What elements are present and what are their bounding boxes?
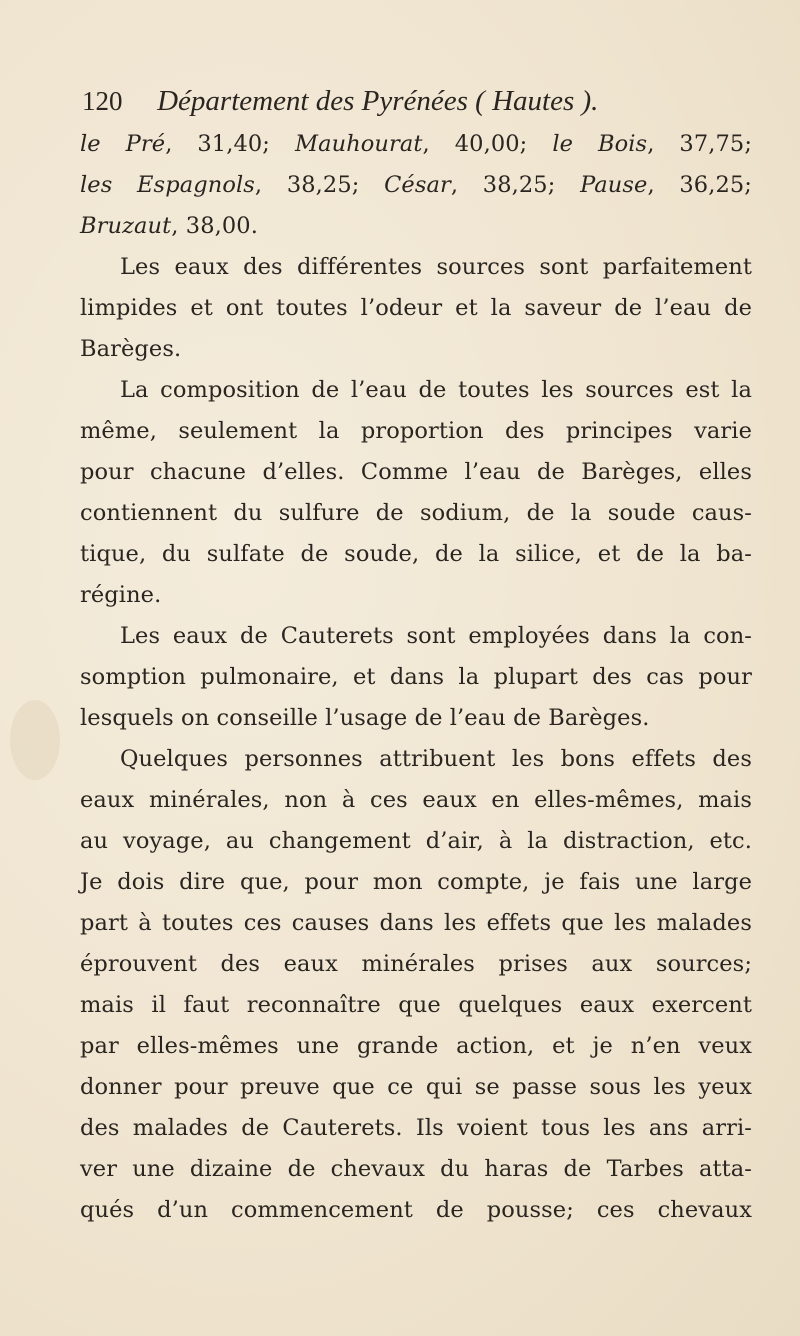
italic-segment: César (384, 172, 451, 198)
text-segment: , 31,40; (165, 131, 295, 157)
text-segment: Les eaux de Cauterets sont employées dans la con- (120, 623, 752, 649)
text-segment: , 36,25; (647, 172, 752, 198)
text-segment: qués d’un commencement de pousse; ces chevaux (80, 1197, 752, 1223)
text-segment: limpides et ont toutes l’odeur et la saveur de l’eau de (80, 295, 752, 321)
text-line (80, 1026, 752, 1067)
text-segment: des malades de Cauterets. Ils voient tous les ans arri- (80, 1115, 752, 1141)
text-segment: pour chacune d’elles. Comme l’eau de Barèges, elles (80, 459, 752, 485)
italic-segment: Pause (580, 172, 648, 198)
text-line (80, 657, 752, 698)
text-line (80, 288, 752, 329)
text-line (80, 1067, 752, 1108)
text-segment: , 37,75; (647, 131, 753, 157)
italic-segment: Mauhourat (294, 131, 423, 157)
text-line (80, 862, 752, 903)
text-segment: donner pour preuve que ce qui se passe sous les yeux (80, 1074, 752, 1100)
text-segment: , 40,00; (422, 131, 553, 157)
running-title: Département des Pyrénées ( Hautes ). (157, 85, 599, 117)
text-segment: tique, du sulfate de soude, de la silice, et de la ba- (80, 541, 752, 567)
italic-segment: Bruzaut (80, 213, 172, 239)
italic-segment: les Espagnols (80, 172, 255, 198)
text-line (80, 944, 752, 985)
text-segment: , 38,25; (450, 172, 581, 198)
text-segment: régine. (80, 582, 162, 608)
text-segment: La composition de l’eau de toutes les sources est la (120, 377, 752, 403)
text-line (80, 124, 752, 165)
text-line (80, 575, 752, 616)
text-line (80, 821, 752, 862)
text-line (80, 534, 752, 575)
text-line (80, 452, 752, 493)
paper-stain (10, 700, 60, 780)
text-line (80, 370, 752, 411)
text-segment: lesquels on conseille l’usage de l’eau de Barèges. (80, 705, 650, 731)
body-text (80, 124, 752, 1231)
text-segment: au voyage, au changement d’air, à la distraction, etc. (80, 828, 752, 854)
text-line (80, 247, 752, 288)
text-line (80, 1108, 752, 1149)
text-line (80, 411, 752, 452)
text-line (80, 493, 752, 534)
text-line (80, 985, 752, 1026)
text-line (80, 1149, 752, 1190)
text-segment: mais il faut reconnaître que quelques eaux exercent (80, 992, 752, 1018)
text-segment: eaux minérales, non à ces eaux en elles-mêmes, mais (80, 787, 752, 813)
text-segment: ver une dizaine de chevaux du haras de Tarbes atta- (80, 1156, 752, 1182)
text-segment: par elles-mêmes une grande action, et je n’en veux (80, 1033, 752, 1059)
text-line (80, 1190, 752, 1231)
text-line (80, 165, 752, 206)
text-line (80, 739, 752, 780)
running-header (82, 84, 722, 119)
text-segment: même, seulement la proportion des principes varie (80, 418, 752, 444)
text-line (80, 780, 752, 821)
text-line (80, 329, 752, 370)
text-segment: éprouvent des eaux minérales prises aux sources; (80, 951, 752, 977)
text-line (80, 616, 752, 657)
text-segment: Barèges. (80, 336, 182, 362)
text-segment: somption pulmonaire, et dans la plupart des cas pour (80, 664, 752, 690)
text-segment: Les eaux des différentes sources sont parfaitement (120, 254, 752, 280)
page-number: 120 (82, 86, 123, 116)
italic-segment: le Bois (552, 131, 648, 157)
text-segment: Quelques personnes attribuent les bons effets des (120, 746, 752, 772)
text-segment: , 38,00. (171, 213, 258, 239)
text-segment: contiennent du sulfure de sodium, de la soude caus- (80, 500, 752, 526)
italic-segment: le Pré (80, 131, 166, 157)
text-segment: part à toutes ces causes dans les effets que les malades (80, 910, 752, 936)
text-line (80, 206, 752, 247)
text-line (80, 903, 752, 944)
text-segment: , 38,25; (254, 172, 385, 198)
text-line (80, 698, 752, 739)
text-segment: Je dois dire que, pour mon compte, je fais une large (80, 869, 752, 895)
